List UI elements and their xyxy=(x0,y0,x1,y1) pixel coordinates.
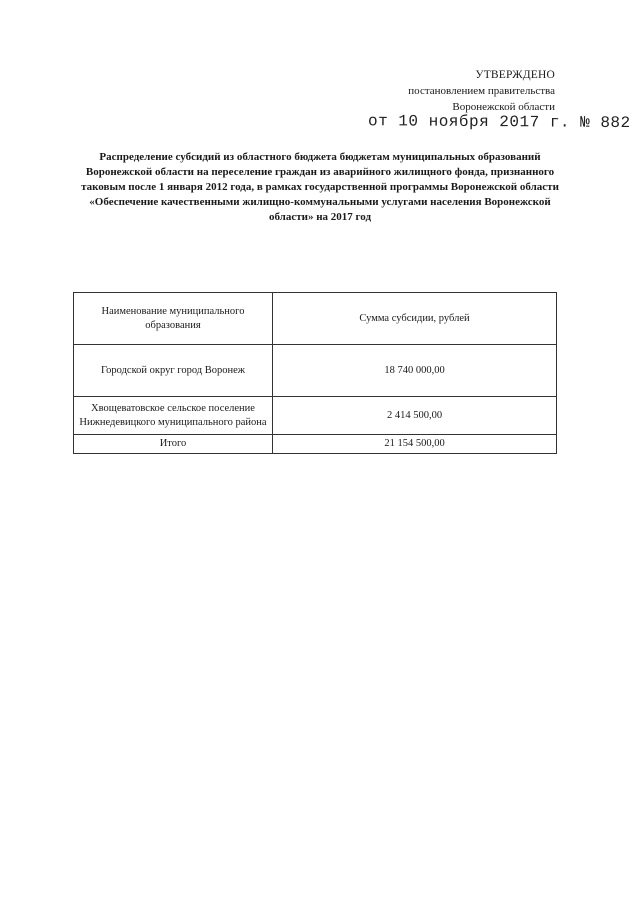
row-amount: 2 414 500,00 xyxy=(273,397,557,435)
header-amount: Сумма субсидии, рублей xyxy=(273,293,557,345)
table-total-row xyxy=(74,435,557,454)
table-row xyxy=(74,345,557,397)
title-line-1: Распределение субсидий из областного бюджета бюджетам муниципальных образований xyxy=(99,151,541,163)
title-line-3: таковым после 1 января 2012 года, в рамках государственной программы Воронежской области xyxy=(81,181,559,193)
row-name: Хвощеватовское сельское поселение Нижнедевицкого муниципального района xyxy=(74,397,273,435)
row-amount: 18 740 000,00 xyxy=(273,345,557,397)
approval-block xyxy=(408,67,555,115)
table-header-row xyxy=(74,293,557,345)
approval-line-2: Воронежской области xyxy=(452,101,555,113)
header-name: Наименование муниципального образования xyxy=(74,293,273,345)
total-label: Итого xyxy=(74,435,273,454)
approval-line-1: постановлением правительства xyxy=(408,85,555,97)
total-amount: 21 154 500,00 xyxy=(273,435,557,454)
row-name: Городской округ город Воронеж xyxy=(74,345,273,397)
table-row xyxy=(74,397,557,435)
title-line-4: «Обеспечение качественными жилищно-коммунальными услугами населения Воронежской xyxy=(89,196,551,208)
title-line-2: Воронежской области на переселение граждан из аварийного жилищного фонда, признанного xyxy=(85,166,555,178)
title-line-5: области» на 2017 год xyxy=(268,211,372,223)
subsidy-table xyxy=(73,292,557,454)
date-number-stamp: от 10 ноября 2017 г. № 882 xyxy=(367,112,631,133)
document-title xyxy=(80,150,560,225)
approved-label: УТВЕРЖДЕНО xyxy=(475,69,555,81)
